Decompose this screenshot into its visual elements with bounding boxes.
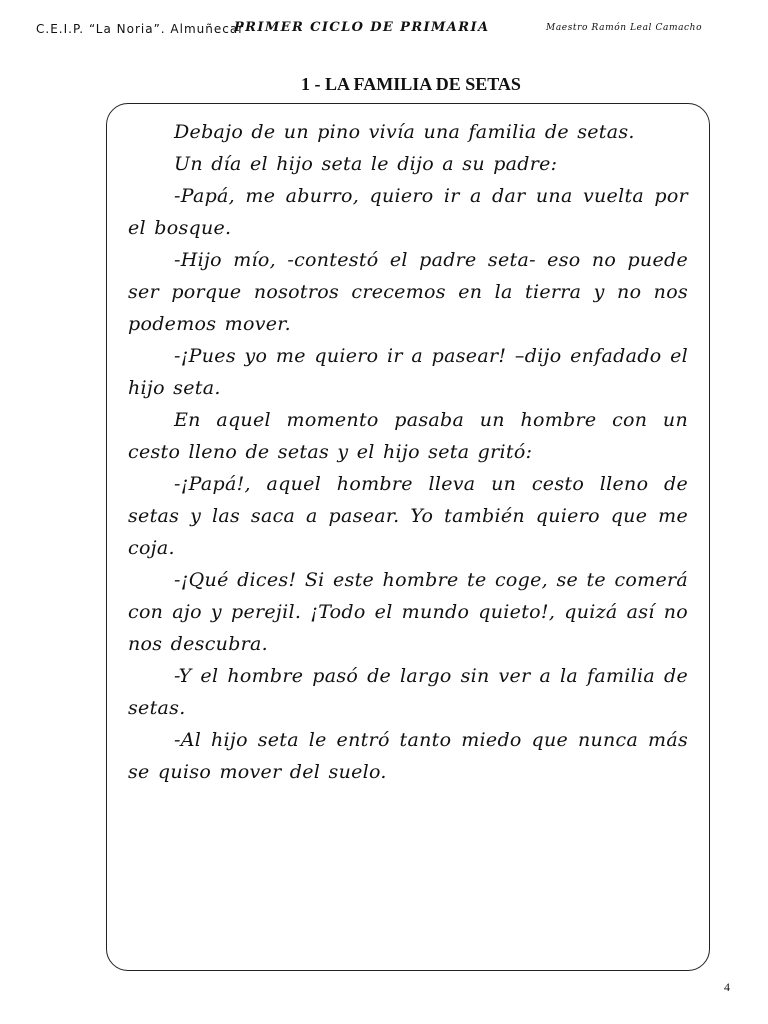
- story-paragraph: -Al hijo seta le entró tanto miedo que nunca más se quiso mover del suelo.: [128, 729, 688, 783]
- story-paragraph: -¡Pues yo me quiero ir a pasear! –dijo enfadado el hijo seta.: [128, 345, 688, 399]
- page-header: [0, 20, 768, 40]
- story-paragraph: -Hijo mío, -contestó el padre seta- eso no puede ser porque nosotros crecemos en la tierra y no nos podemos mover.: [128, 249, 688, 335]
- story-paragraph: -¡Qué dices! Si este hombre te coge, se te comerá con ajo y perejil. ¡Todo el mundo quieto!, quizá así no nos descubra.: [128, 569, 688, 655]
- document-title: 1 - LA FAMILIA DE SETAS: [301, 74, 521, 94]
- story-paragraph: Debajo de un pino vivía una familia de setas.: [174, 121, 635, 143]
- cycle-title: PRIMER CICLO DE PRIMARIA: [234, 20, 490, 35]
- story-paragraph: En aquel momento pasaba un hombre con un cesto lleno de setas y el hijo seta gritó:: [128, 409, 688, 463]
- story-paragraph: -¡Papá!, aquel hombre lleva un cesto lleno de setas y las saca a pasear. Yo también quiero que me coja.: [128, 473, 688, 559]
- teacher-name: Maestro Ramón Leal Camacho: [546, 23, 703, 33]
- school-name: C.E.I.P. “La Noria”. Almuñecar: [36, 22, 245, 36]
- page-number: 4: [724, 980, 730, 994]
- story-paragraph: -Papá, me aburro, quiero ir a dar una vuelta por el bosque.: [128, 185, 688, 239]
- story-paragraph: Un día el hijo seta le dijo a su padre:: [174, 153, 558, 175]
- story-paragraph: -Y el hombre pasó de largo sin ver a la familia de setas.: [128, 665, 688, 719]
- story-text: [128, 116, 688, 788]
